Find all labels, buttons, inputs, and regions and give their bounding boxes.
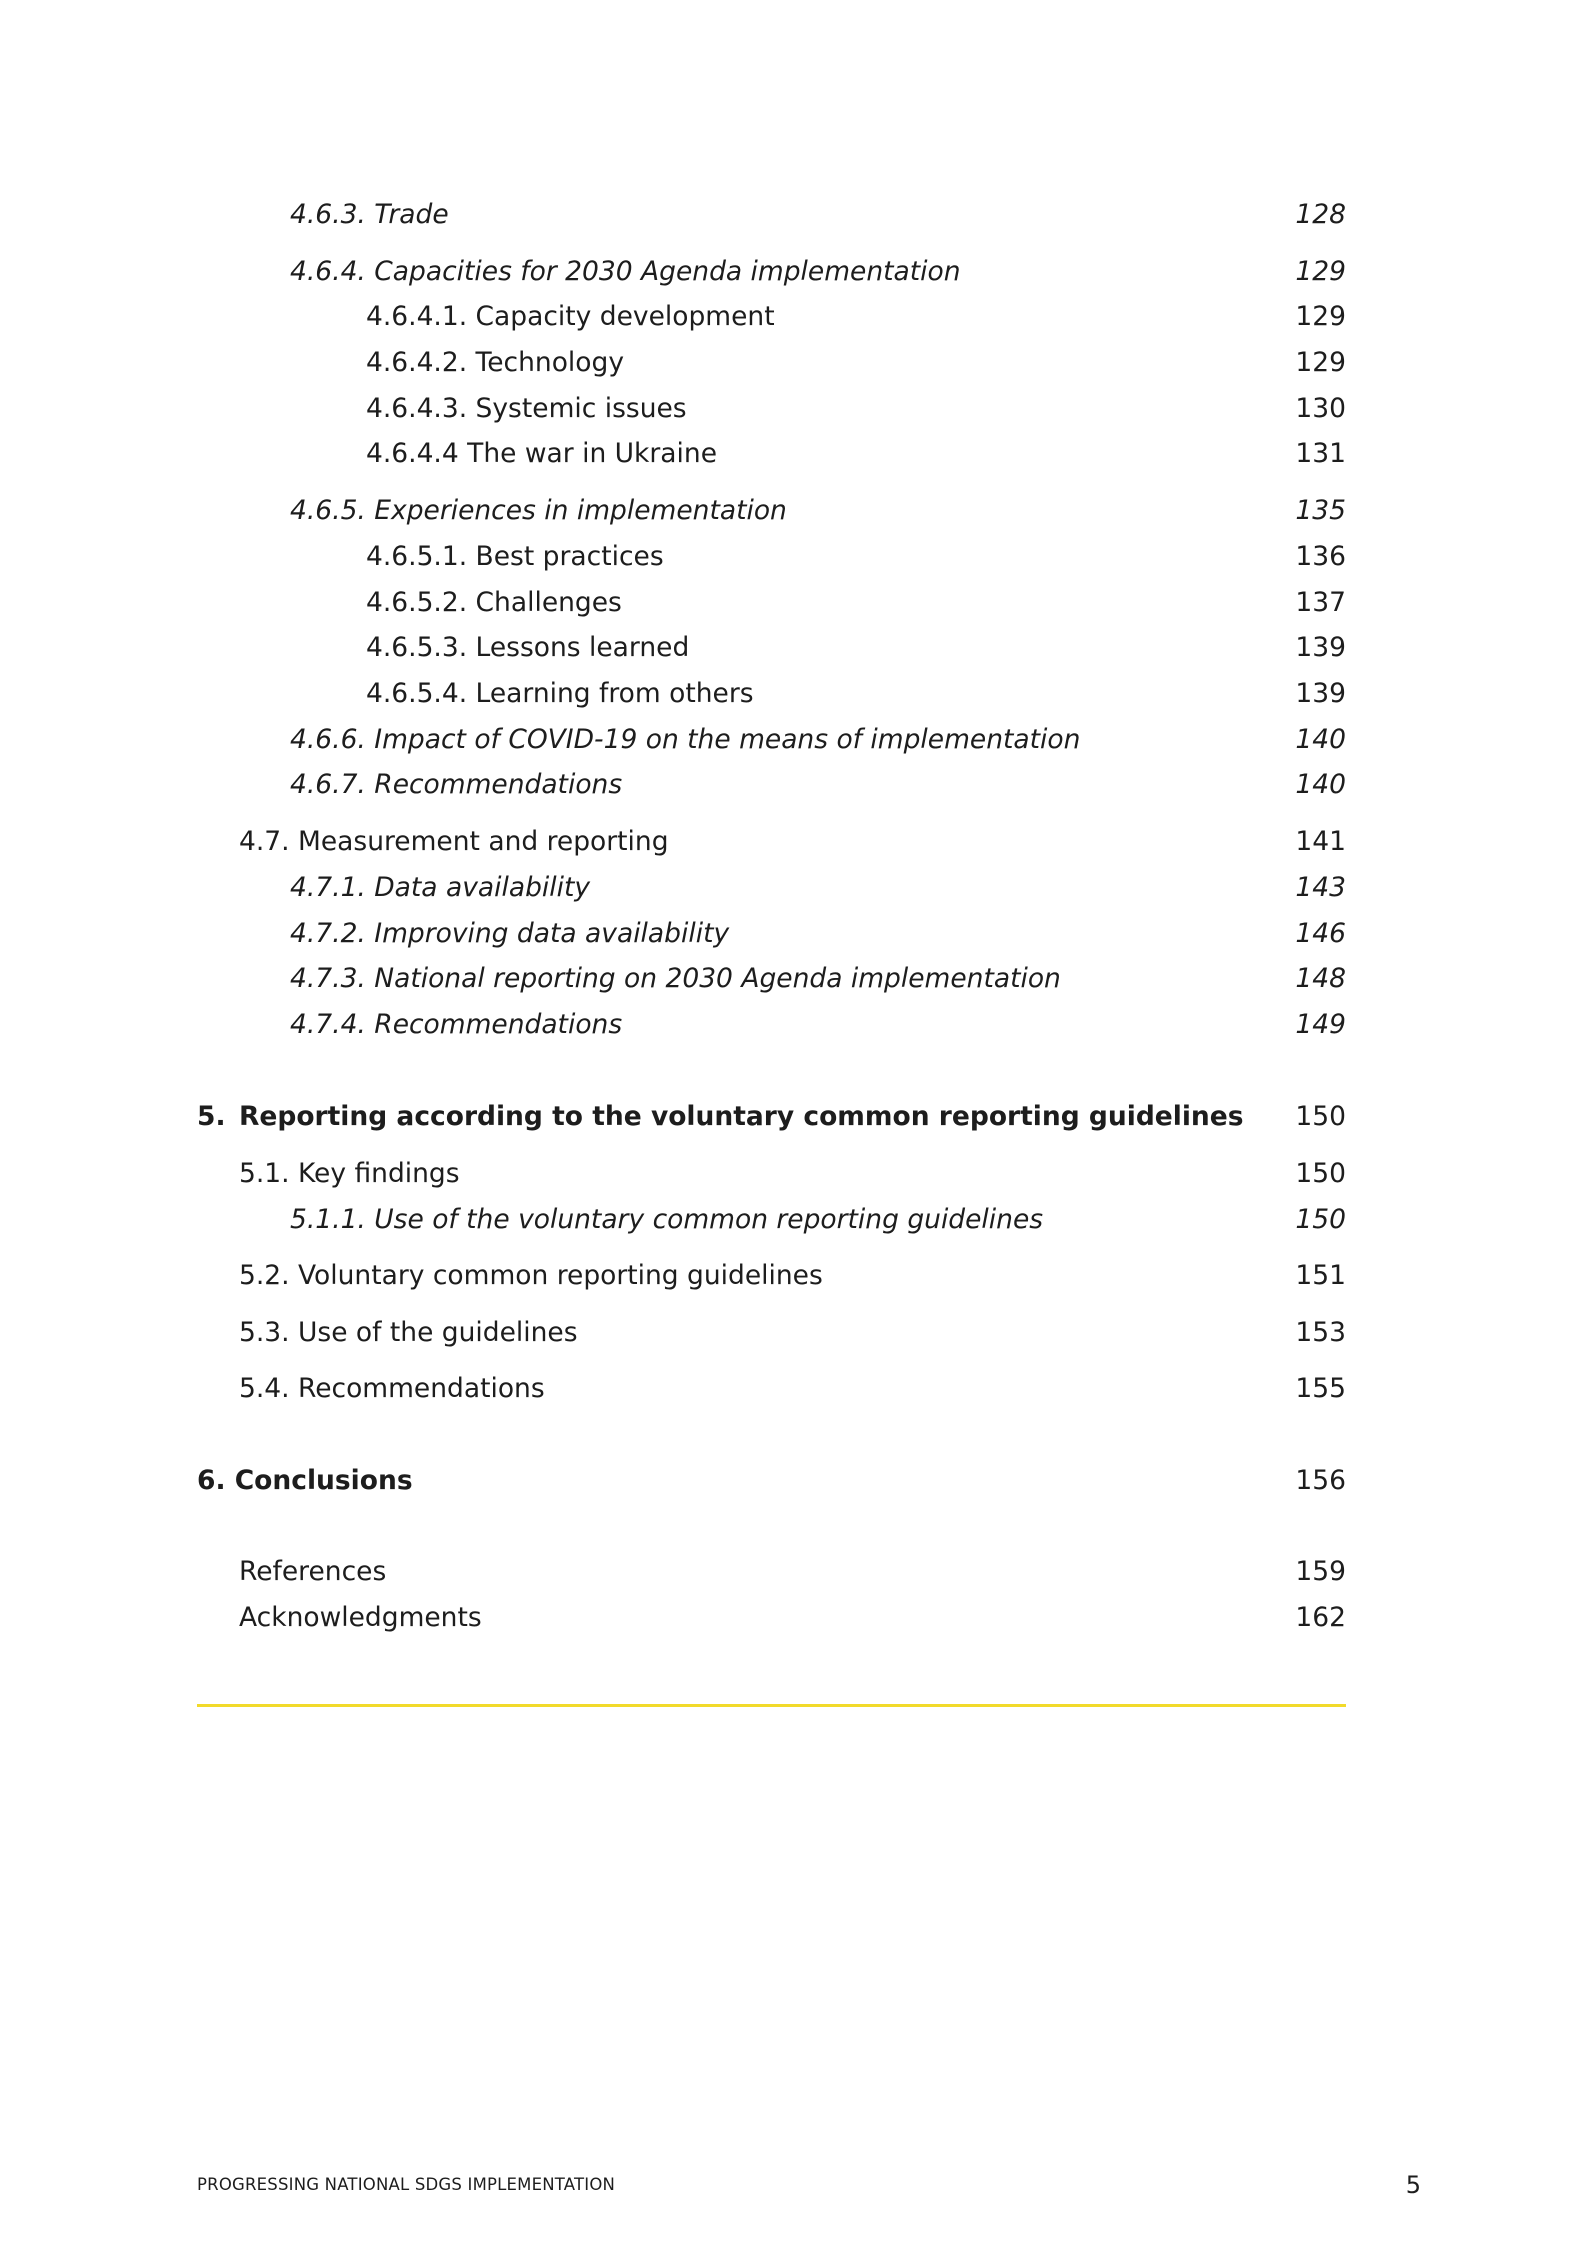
toc-entry-title: 4.6.4.2. Technology (366, 347, 624, 378)
toc-entry-page: 150 (1295, 1101, 1346, 1132)
toc-entry-title: 4.6.5.2. Challenges (366, 587, 622, 618)
toc-entry[interactable] (0, 1200, 1586, 1240)
toc-entry-page: 130 (1295, 393, 1346, 424)
toc-entry-title: 5.4. Recommendations (239, 1373, 545, 1404)
toc-entry[interactable] (0, 389, 1586, 429)
toc-entry-title: 4.6.5.3. Lessons learned (366, 632, 690, 663)
toc-entry-page: 139 (1295, 678, 1346, 709)
toc-entry-title: 4.6.7. Recommendations (290, 769, 623, 800)
toc-entry[interactable] (0, 868, 1586, 908)
footer-page-number: 5 (1405, 2171, 1421, 2199)
toc-entry-page: 140 (1295, 724, 1346, 755)
toc-entry-page: 146 (1295, 918, 1346, 949)
toc-entry-page: 155 (1295, 1373, 1346, 1404)
toc-entry-page: 141 (1295, 826, 1346, 857)
toc-entry-title: 4.7. Measurement and reporting (239, 826, 669, 857)
toc-entry[interactable] (0, 674, 1586, 714)
toc-entry-title: 4.6.4.3. Systemic issues (366, 393, 687, 424)
toc-entry-page: 159 (1295, 1556, 1346, 1587)
toc-entry-page: 136 (1295, 541, 1346, 572)
toc-entry-title: 4.6.5.1. Best practices (366, 541, 664, 572)
toc-entry[interactable] (0, 1313, 1586, 1353)
toc-entry[interactable] (0, 434, 1586, 474)
toc-entry-page: 137 (1295, 587, 1346, 618)
toc-entry[interactable] (0, 822, 1586, 862)
toc-entry-page: 139 (1295, 632, 1346, 663)
toc-entry[interactable] (0, 628, 1586, 668)
toc-entry-page: 153 (1295, 1317, 1346, 1348)
toc-entry[interactable] (0, 1598, 1586, 1638)
toc-entry-page: 129 (1295, 256, 1346, 287)
toc-entry-title: 4.7.2. Improving data availability (290, 918, 730, 949)
toc-entry-title: 4.6.6. Impact of COVID-19 on the means of implementation (290, 724, 1081, 755)
toc-entry-page: 150 (1295, 1158, 1346, 1189)
toc-entry[interactable] (0, 343, 1586, 383)
toc-entry-title: References (239, 1556, 387, 1587)
toc-entry-title: 5.1.1. Use of the voluntary common reporting guidelines (290, 1204, 1044, 1235)
toc-entry-title: 4.6.5. Experiences in implementation (290, 495, 787, 526)
toc-entry-title: 4.6.4. Capacities for 2030 Agenda implementation (290, 256, 961, 287)
toc-entry-page: 131 (1295, 438, 1346, 469)
toc-entry[interactable] (0, 1369, 1586, 1409)
toc-entry-page: 156 (1295, 1465, 1346, 1496)
toc-entry-title: 5.2. Voluntary common reporting guidelines (239, 1260, 823, 1291)
toc-entry[interactable] (0, 959, 1586, 999)
toc-entry[interactable] (0, 583, 1586, 623)
toc-entry-title: 4.6.5.4. Learning from others (366, 678, 754, 709)
toc-entry-title: 4.7.4. Recommendations (290, 1009, 623, 1040)
toc-entry[interactable] (0, 720, 1586, 760)
footer-document-title: PROGRESSING NATIONAL SDGS IMPLEMENTATION (197, 2175, 616, 2194)
toc-entry-title: 4.6.4.1. Capacity development (366, 301, 775, 332)
divider-rule (197, 1704, 1346, 1707)
toc-entry[interactable] (0, 765, 1586, 805)
toc-entry-title: 4.6.4.4 The war in Ukraine (366, 438, 717, 469)
toc-entry-page: 150 (1295, 1204, 1346, 1235)
toc-entry-page: 149 (1295, 1009, 1346, 1040)
toc-entry-page: 135 (1295, 495, 1346, 526)
toc-chapter-entry[interactable] (0, 1461, 1586, 1501)
toc-entry-page: 128 (1295, 199, 1346, 230)
toc-entry-title: Acknowledgments (239, 1602, 482, 1633)
toc-entry-page: 162 (1295, 1602, 1346, 1633)
toc-entry-title: 4.6.3. Trade (290, 199, 449, 230)
toc-entry[interactable] (0, 1154, 1586, 1194)
toc-entry-page: 151 (1295, 1260, 1346, 1291)
toc-entry[interactable] (0, 252, 1586, 292)
toc-entry-page: 148 (1295, 963, 1346, 994)
toc-entry-title: 5.3. Use of the guidelines (239, 1317, 578, 1348)
toc-entry[interactable] (0, 1005, 1586, 1045)
toc-chapter-entry[interactable] (0, 1097, 1586, 1137)
toc-chapter-title (197, 1097, 1244, 1137)
toc-entry[interactable] (0, 914, 1586, 954)
toc-entry-title: 4.7.3. National reporting on 2030 Agenda implementation (290, 963, 1061, 994)
toc-entry[interactable] (0, 537, 1586, 577)
toc-entry-page: 143 (1295, 872, 1346, 903)
toc-chapter-title: 6. Conclusions (197, 1465, 413, 1496)
toc-entry[interactable] (0, 297, 1586, 337)
toc-chapter-number: 5. (197, 1101, 226, 1132)
toc-entry-title: 4.7.1. Data availability (290, 872, 591, 903)
toc-entry-page: 129 (1295, 301, 1346, 332)
toc-chapter-title-text: Reporting according to the voluntary common reporting guidelines (239, 1101, 1244, 1132)
toc-entry[interactable] (0, 195, 1586, 235)
toc-entry[interactable] (0, 1552, 1586, 1592)
toc-entry-title: 5.1. Key findings (239, 1158, 460, 1189)
toc-entry-page: 140 (1295, 769, 1346, 800)
toc-entry-page: 129 (1295, 347, 1346, 378)
toc-entry[interactable] (0, 1256, 1586, 1296)
toc-entry[interactable] (0, 491, 1586, 531)
